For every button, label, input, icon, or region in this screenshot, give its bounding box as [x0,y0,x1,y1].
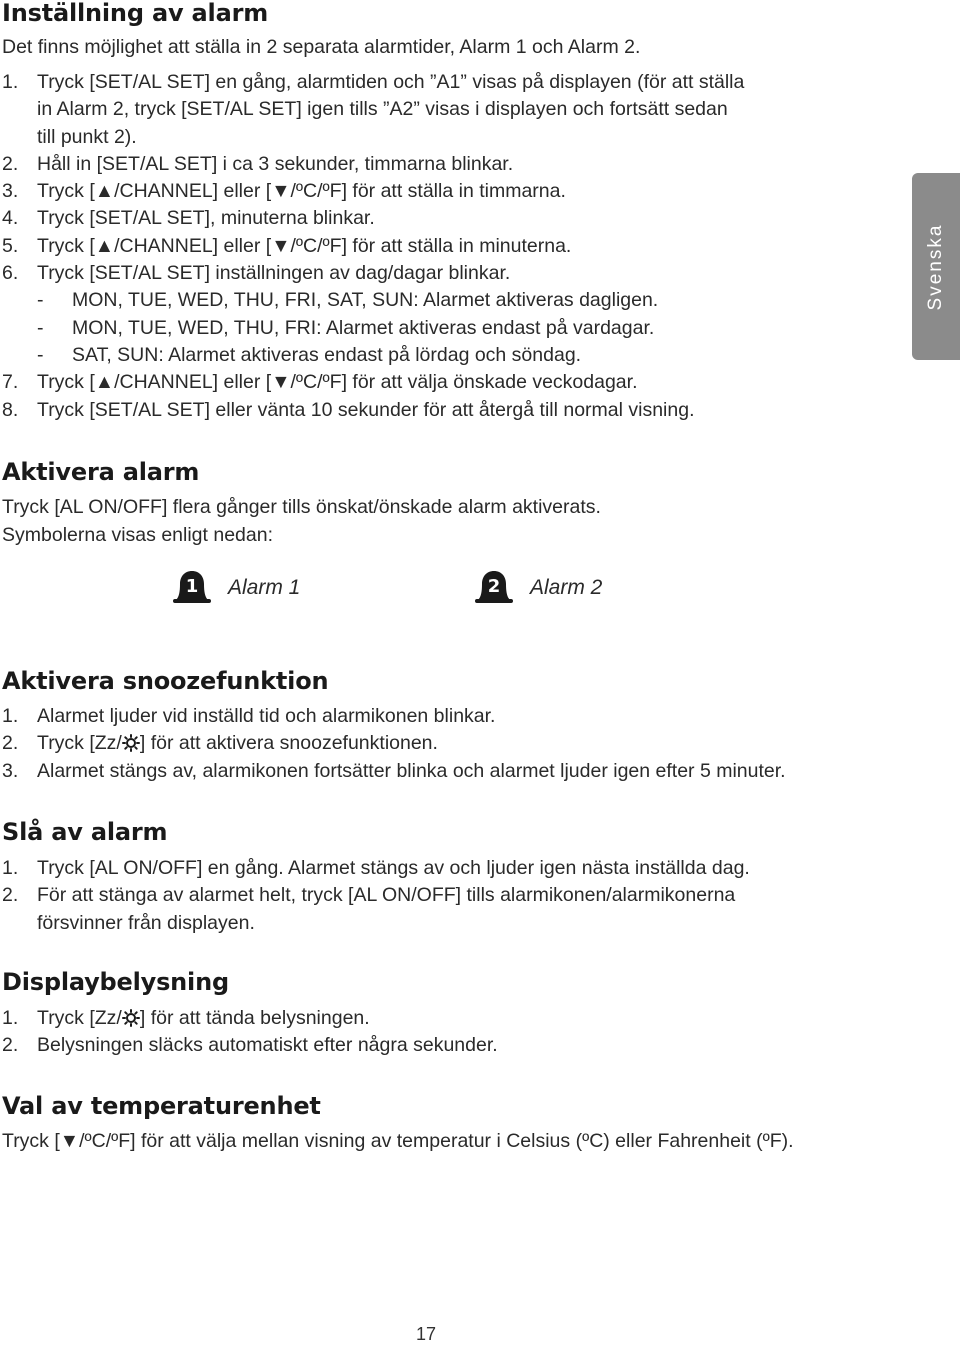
step-number: 7. [2,371,19,394]
heading-temp-unit: Val av temperaturenhet [2,1092,321,1120]
list-item [2,730,786,757]
step-number: 3. [2,180,19,203]
list-item [2,178,744,205]
temp-unit-text: Tryck [▼/ºC/ºF] för att välja mellan visning av temperatur i Celsius (ºC) eller Fahrenheit (ºF). [2,1130,794,1152]
step-text-end: ] för att aktivera snoozefunktionen. [139,732,438,755]
light-icon [122,734,140,752]
alarm-setting-intro: Det finns möjlighet att ställa in 2 separata alarmtider, Alarm 1 och Alarm 2. [2,36,641,58]
step-number: 6. [2,262,19,285]
list-item [2,233,744,260]
step-text: Alarmet stängs av, alarmikonen fortsätter blinka och alarmet ljuder igen efter 5 minuter. [37,759,786,782]
snooze-steps [2,703,786,785]
list-item [2,1032,498,1059]
step-number: 2. [2,152,19,175]
step-number: 3. [2,759,19,782]
step-text: Tryck [▲/CHANNEL] eller [▼/ºC/ºF] för att ställa in timmarna. [37,180,566,203]
backlight-steps [2,1005,498,1060]
list-item [2,205,744,232]
alarm-2-bell-icon [472,570,516,606]
dash-bullet: - [37,343,44,366]
heading-alarm-setting: Inställning av alarm [2,0,269,27]
alarm-1-symbol [170,570,300,606]
step-text: Tryck [SET/AL SET] en gång, alarmtiden och ”A1” visas på displayen (för att ställa [37,71,745,93]
list-item [2,1005,498,1032]
heading-backlight: Displaybelysning [2,968,229,996]
dash-bullet: - [37,289,44,312]
step-number: 1. [2,1007,19,1029]
step-text-start: Tryck [Zz/ [37,1007,122,1029]
step-number: 5. [2,234,19,257]
sub-list-item [2,315,744,342]
activate-alarm-text-2: Symbolerna visas enligt nedan: [2,524,273,546]
heading-alarm-off: Slå av alarm [2,818,168,846]
step-number: 1. [2,857,19,879]
step-number: 2. [2,884,19,907]
step-number: 1. [2,705,19,727]
list-item [2,397,744,424]
step-text: Tryck [AL ON/OFF] en gång. Alarmet stängs av och ljuder igen nästa inställda dag. [37,857,750,879]
step-text: Tryck [SET/AL SET] eller vänta 10 sekunder för att återgå till normal visning. [37,398,695,421]
step-text: Tryck [▲/CHANNEL] eller [▼/ºC/ºF] för att ställa in minuterna. [37,234,572,257]
list-item [2,69,744,96]
list-item [2,855,750,882]
sub-item-text: MON, TUE, WED, THU, FRI, SAT, SUN: Alarmet aktiveras dagligen. [72,289,659,312]
step-text [37,1005,498,1032]
alarm-1-label: Alarm 1 [228,576,301,599]
language-tab [912,173,960,360]
list-item [2,369,744,396]
sub-item-text: SAT, SUN: Alarmet aktiveras endast på lördag och söndag. [72,343,582,366]
step-text: Tryck [▲/CHANNEL] eller [▼/ºC/ºF] för att välja önskade veckodagar. [37,371,638,394]
alarm-1-bell-icon [170,570,214,606]
step-number: 8. [2,398,19,421]
list-item-continued: in Alarm 2, tryck [SET/AL SET] igen tills ”A2” visas i displayen och fortsätt sedan [37,98,728,121]
heading-snooze: Aktivera snoozefunktion [2,667,329,695]
language-tab-label: Svenska [925,223,946,310]
sub-list-item [2,342,744,369]
step-number: 4. [2,207,19,230]
light-icon [122,1009,140,1027]
step-text: Belysningen släcks automatiskt efter några sekunder. [37,1034,498,1057]
activate-alarm-text-1: Tryck [AL ON/OFF] flera gånger tills önskat/önskade alarm aktiverats. [2,496,601,518]
step-text-start: Tryck [Zz/ [37,732,122,755]
step-text: Tryck [SET/AL SET] inställningen av dag/dagar blinkar. [37,262,511,285]
list-item [2,758,786,785]
alarm-off-steps [2,855,750,937]
alarm-setting-steps [2,69,744,424]
sub-item-text: MON, TUE, WED, THU, FRI: Alarmet aktiveras endast på vardagar. [72,316,655,339]
step-text: Håll in [SET/AL SET] i ca 3 sekunder, timmarna blinkar. [37,152,514,175]
step-text: Tryck [SET/AL SET], minuterna blinkar. [37,207,375,230]
dash-bullet: - [37,316,44,339]
heading-activate-alarm: Aktivera alarm [2,458,200,486]
step-text [37,730,786,757]
list-item-continued: försvinner från displayen. [37,911,255,934]
alarm-2-symbol [472,570,602,606]
step-number: 2. [2,1034,19,1057]
step-number: 2. [2,732,19,755]
step-text-end: ] för att tända belysningen. [139,1007,370,1029]
step-text: Alarmet ljuder vid inställd tid och alarmikonen blinkar. [37,705,496,727]
alarm-1-digit: 1 [185,576,199,597]
list-item-continued: till punkt 2). [37,125,137,148]
step-number: 1. [2,71,19,93]
list-item [2,882,750,909]
list-item [2,703,786,730]
list-item [2,260,744,287]
sub-list-item [2,287,744,314]
step-text: För att stänga av alarmet helt, tryck [AL ON/OFF] tills alarmikonen/alarmikonerna [37,884,736,907]
list-item [2,151,744,178]
page-number: 17 [415,1324,437,1344]
alarm-2-label: Alarm 2 [530,576,603,599]
alarm-2-digit: 2 [487,576,501,597]
